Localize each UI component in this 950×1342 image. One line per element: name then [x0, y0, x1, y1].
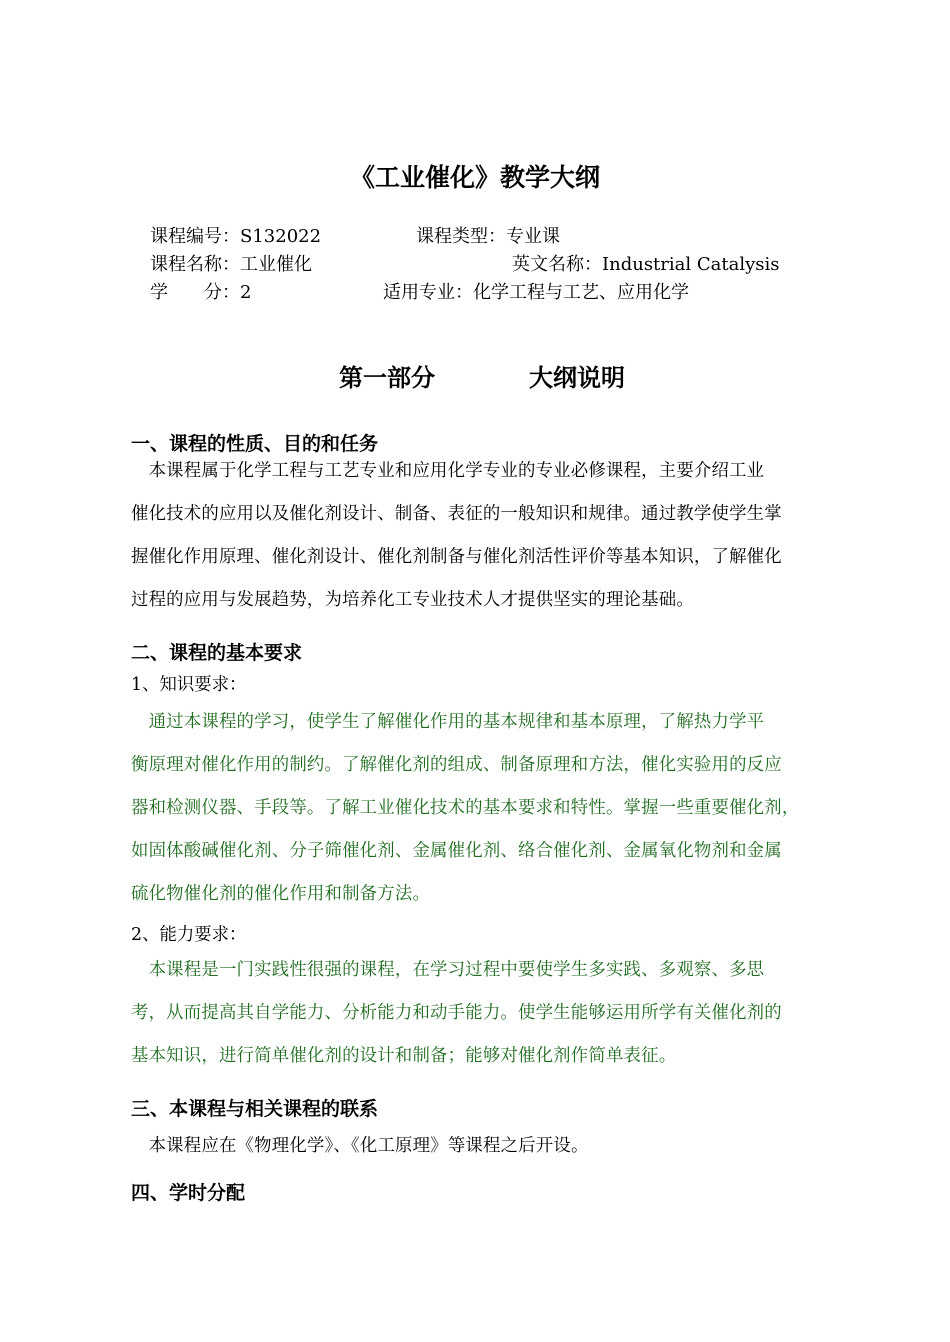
- course-type-label: 课程类型：: [416, 226, 506, 247]
- paragraph-line: 本课程是一门实践性很强的课程，在学习过程中要使学生多实践、多观察、多思: [131, 960, 765, 980]
- part-one-label: 第一部分: [339, 364, 435, 392]
- knowledge-requirements-paragraph: [131, 701, 847, 916]
- credits-label: 学 分：: [150, 282, 240, 303]
- ability-requirements-label: 2、能力要求：: [131, 925, 247, 945]
- paragraph-line: 本课程属于化学工程与工艺专业和应用化学专业的专业必修课程，主要介绍工业: [131, 461, 765, 481]
- major-value: 化学工程与工艺、应用化学: [473, 282, 689, 303]
- course-type: [416, 222, 560, 248]
- course-type-value: 专业课: [506, 226, 560, 247]
- major-label: 适用专业：: [383, 282, 473, 303]
- part-one-title: 大纲说明: [529, 364, 625, 392]
- paragraph-line: 催化技术的应用以及催化剂设计、制备、表征的一般知识和规律。通过教学使学生掌: [131, 504, 782, 524]
- english-name-label: 英文名称：: [512, 254, 602, 275]
- course-code: [150, 222, 321, 248]
- course-name-value: 工业催化: [240, 254, 312, 275]
- english-name-value: Industrial Catalysis: [602, 254, 780, 275]
- paragraph-line: 器和检测仪器、手段等。了解工业催化技术的基本要求和特性。掌握一些重要催化剂，: [131, 798, 800, 818]
- ability-requirements-paragraph: [131, 949, 847, 1078]
- applicable-major: [383, 278, 689, 304]
- course-name-label: 课程名称：: [150, 254, 240, 275]
- paragraph-line: 通过本课程的学习，使学生了解催化作用的基本规律和基本原理，了解热力学平: [131, 712, 765, 732]
- paragraph-line: 过程的应用与发展趋势，为培养化工专业技术人才提供坚实的理论基础。: [131, 590, 694, 610]
- course-code-label: 课程编号：: [150, 226, 240, 247]
- paragraph-line: 本课程应在《物理化学》、《化工原理》等课程之后开设。: [131, 1136, 589, 1156]
- english-name: [512, 250, 780, 276]
- section2-heading: 二、课程的基本要求: [131, 642, 303, 664]
- credits: [150, 278, 251, 304]
- section1-heading: 一、课程的性质、目的和任务: [131, 433, 379, 455]
- document-title: 《工业催化》教学大纲: [349, 163, 600, 192]
- credits-value: 2: [240, 282, 252, 303]
- section3-paragraph: [131, 1125, 847, 1168]
- section3-heading: 三、本课程与相关课程的联系: [131, 1098, 379, 1120]
- section1-paragraph: [131, 450, 847, 622]
- knowledge-requirements-label: 1、知识要求：: [131, 675, 247, 695]
- paragraph-line: 握催化作用原理、催化剂设计、催化剂制备与催化剂活性评价等基本知识，了解催化: [131, 547, 782, 567]
- paragraph-line: 基本知识，进行简单催化剂的设计和制备；能够对催化剂作简单表征。: [131, 1046, 677, 1066]
- paragraph-line: 如固体酸碱催化剂、分子筛催化剂、金属催化剂、络合催化剂、金属氧化物剂和金属: [131, 841, 782, 861]
- paragraph-line: 衡原理对催化作用的制约。了解催化剂的组成、制备原理和方法，催化实验用的反应: [131, 755, 782, 775]
- section4-heading: 四、学时分配: [131, 1182, 246, 1204]
- course-code-value: S132022: [240, 226, 322, 247]
- paragraph-line: 硫化物催化剂的催化作用和制备方法。: [131, 884, 431, 904]
- course-name: [150, 250, 312, 276]
- paragraph-line: 考，从而提高其自学能力、分析能力和动手能力。使学生能够运用所学有关催化剂的: [131, 1003, 782, 1023]
